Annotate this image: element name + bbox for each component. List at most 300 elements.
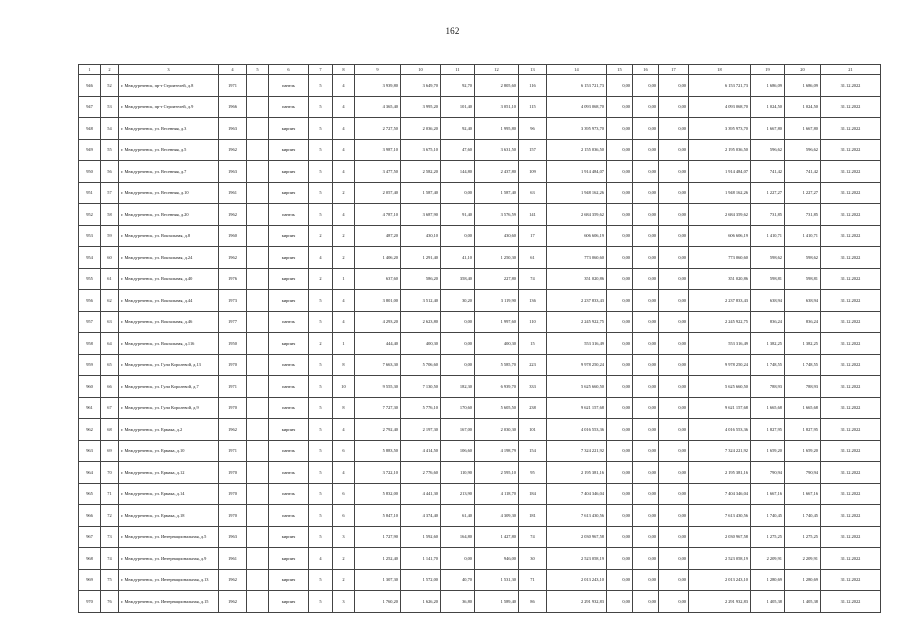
table-cell: 960: [79, 376, 101, 398]
table-cell: 0,00: [607, 225, 633, 247]
table-cell: 741,42: [751, 161, 785, 183]
table-cell: 110,90: [441, 462, 475, 484]
table-cell: г. Междуреченск, ул. Гули Королевой, д.7: [119, 376, 219, 398]
table-cell: 0,00: [633, 354, 659, 376]
table-cell: 61: [519, 247, 547, 269]
table-cell: 3: [333, 526, 355, 548]
table-cell: 101: [519, 419, 547, 441]
table-cell: 76: [101, 591, 119, 613]
table-cell: 788,93: [785, 376, 821, 398]
table-cell: 0,00: [659, 268, 689, 290]
table-cell: 0,00: [607, 462, 633, 484]
table-cell: 2: [333, 569, 355, 591]
table-cell: 741,42: [785, 161, 821, 183]
column-header: 7: [309, 65, 333, 75]
table-cell: 59: [101, 225, 119, 247]
table-cell: 109: [519, 161, 547, 183]
table-cell: 1 405,38: [785, 591, 821, 613]
table-cell: 54: [101, 118, 119, 140]
table-cell: 63: [519, 182, 547, 204]
table-cell: 5: [309, 397, 333, 419]
table-cell: 4 293,20: [355, 311, 401, 333]
table-cell: 41,10: [441, 247, 475, 269]
table-cell: 0,00: [633, 333, 659, 355]
table-cell: 1 748,55: [751, 354, 785, 376]
table-cell: 0,00: [607, 569, 633, 591]
table-cell: 3 987,10: [355, 139, 401, 161]
table-cell: г. Междуреченск, ул. Весенняя, д.5: [119, 139, 219, 161]
table-cell: 4 414,50: [401, 440, 441, 462]
table-cell: 0,00: [607, 161, 633, 183]
table-cell: [247, 96, 269, 118]
table-cell: 5: [309, 161, 333, 183]
table-cell: панель: [269, 505, 309, 527]
table-cell: [247, 161, 269, 183]
table-cell: 2 792,40: [355, 419, 401, 441]
table-cell: г. Междуреченск, ул. Интернациональная, д.13: [119, 569, 219, 591]
table-row: [79, 311, 881, 333]
table-cell: [247, 376, 269, 398]
table-cell: 1 024,50: [751, 96, 785, 118]
table-cell: 0,00: [659, 376, 689, 398]
table-cell: [247, 225, 269, 247]
table-cell: 0,00: [633, 419, 659, 441]
table-cell: 227,80: [475, 268, 519, 290]
table-cell: 2 523 058,19: [689, 548, 751, 570]
table-cell: 8: [333, 354, 355, 376]
table-cell: 31.12.2022: [821, 290, 881, 312]
table-cell: 4: [333, 462, 355, 484]
table-cell: 60: [101, 247, 119, 269]
table-cell: 92,40: [441, 118, 475, 140]
table-cell: 956: [79, 290, 101, 312]
table-cell: 430,10: [401, 225, 441, 247]
table-cell: 1 250,30: [475, 247, 519, 269]
column-header: 12: [475, 65, 519, 75]
table-cell: 0,00: [441, 225, 475, 247]
table-cell: 30: [519, 548, 547, 570]
table-cell: 5: [309, 204, 333, 226]
table-row: [79, 548, 881, 570]
table-cell: 1970: [219, 483, 247, 505]
table-cell: 3 576,59: [475, 204, 519, 226]
table-cell: панель: [269, 204, 309, 226]
table-cell: 0,00: [633, 376, 659, 398]
table-cell: 1 275,25: [751, 526, 785, 548]
table-cell: панель: [269, 440, 309, 462]
table-cell: 5 585,70: [475, 354, 519, 376]
table-cell: 31.12.2022: [821, 96, 881, 118]
table-cell: 1 024,50: [785, 96, 821, 118]
table-cell: 0,00: [633, 505, 659, 527]
table-cell: 0,00: [633, 139, 659, 161]
table-cell: 2 013 243,10: [689, 569, 751, 591]
table-row: [79, 139, 881, 161]
table-cell: 400,30: [401, 333, 441, 355]
table-cell: 101,40: [441, 96, 475, 118]
table-cell: 2 209,91: [785, 548, 821, 570]
table-cell: 2: [333, 548, 355, 570]
table-cell: 2 623,80: [401, 311, 441, 333]
table-row: [79, 505, 881, 527]
table-cell: 3 675,10: [401, 139, 441, 161]
table-cell: 1 280,69: [751, 569, 785, 591]
column-header: 11: [441, 65, 475, 75]
column-header: 15: [607, 65, 633, 75]
table-row: [79, 247, 881, 269]
table-cell: 144,80: [441, 161, 475, 183]
table-cell: 0,00: [659, 462, 689, 484]
table-cell: 17: [519, 225, 547, 247]
table-cell: 1962: [219, 569, 247, 591]
table-cell: 5 625 660,50: [689, 376, 751, 398]
table-cell: 3 051,10: [475, 96, 519, 118]
table-cell: 91,40: [441, 204, 475, 226]
table-cell: 2 209,91: [751, 548, 785, 570]
table-cell: 1 827,95: [751, 419, 785, 441]
table-cell: 36,80: [441, 591, 475, 613]
table-cell: 351 020,86: [689, 268, 751, 290]
table-cell: 5 832,00: [355, 483, 401, 505]
table-cell: 238: [519, 397, 547, 419]
table-row: [79, 268, 881, 290]
table-cell: 56: [101, 161, 119, 183]
table-cell: 836,24: [751, 311, 785, 333]
table-cell: [247, 204, 269, 226]
table-cell: 1 665,68: [751, 397, 785, 419]
table-cell: г. Междуреченск, ул. Гули Королевой, д.13: [119, 354, 219, 376]
table-cell: 4 016 553,36: [689, 419, 751, 441]
table-cell: 0,00: [441, 311, 475, 333]
table-cell: 1962: [219, 591, 247, 613]
table-cell: 70: [101, 462, 119, 484]
table-cell: 1 667,16: [751, 483, 785, 505]
table-cell: 7 727,30: [355, 397, 401, 419]
table-cell: 4 016 553,36: [547, 419, 607, 441]
table-cell: 3 631,50: [475, 139, 519, 161]
table-cell: 2: [333, 247, 355, 269]
table-cell: 948: [79, 118, 101, 140]
table-cell: 0,00: [607, 268, 633, 290]
table-cell: 181: [519, 505, 547, 527]
table-cell: 31.12.2022: [821, 505, 881, 527]
table-cell: кирпич: [269, 225, 309, 247]
table-cell: 5: [309, 591, 333, 613]
table-cell: г. Междуреченск, пр-т Строителей, д.8: [119, 75, 219, 97]
table-cell: 67: [101, 397, 119, 419]
table-cell: 2: [309, 268, 333, 290]
table-cell: 1 686,09: [751, 75, 785, 97]
table-cell: 31.12.2022: [821, 75, 881, 97]
column-header: 2: [101, 65, 119, 75]
table-cell: 5: [309, 182, 333, 204]
table-cell: 2 523 058,19: [547, 548, 607, 570]
column-header: 3: [119, 65, 219, 75]
column-header: 14: [547, 65, 607, 75]
table-cell: [247, 483, 269, 505]
table-cell: панель: [269, 75, 309, 97]
table-cell: 790,94: [785, 462, 821, 484]
table-cell: 0,00: [659, 118, 689, 140]
table-row: [79, 225, 881, 247]
table-cell: 1: [333, 333, 355, 355]
table-cell: [247, 569, 269, 591]
table-cell: 3 649,70: [401, 75, 441, 97]
table-cell: г. Междуреченск, ул. Ермака, д.2: [119, 419, 219, 441]
table-cell: 1977: [219, 311, 247, 333]
table-cell: 110: [519, 311, 547, 333]
table-cell: 5: [309, 139, 333, 161]
column-header: 17: [659, 65, 689, 75]
table-cell: 69: [101, 440, 119, 462]
table-cell: 184: [519, 483, 547, 505]
table-cell: 2 155 036,50: [547, 139, 607, 161]
table-cell: г. Междуреченск, ул. Интернациональная, д.9: [119, 548, 219, 570]
table-cell: 1 659,20: [751, 440, 785, 462]
table-cell: 1 592,60: [401, 526, 441, 548]
table-cell: 946: [79, 75, 101, 97]
table-row: [79, 376, 881, 398]
table-cell: 0,00: [633, 290, 659, 312]
table-cell: 1 410,71: [785, 225, 821, 247]
column-header: 9: [355, 65, 401, 75]
column-header: 6: [269, 65, 309, 75]
table-cell: 4: [333, 75, 355, 97]
column-header: 10: [401, 65, 441, 75]
table-cell: 1961: [219, 182, 247, 204]
table-cell: 2: [309, 333, 333, 355]
table-cell: 959: [79, 354, 101, 376]
table-cell: 0,00: [633, 161, 659, 183]
table-cell: 4 309,30: [475, 505, 519, 527]
table-cell: 1962: [219, 204, 247, 226]
table-cell: панель: [269, 311, 309, 333]
table-cell: 0,00: [441, 354, 475, 376]
table-cell: 958: [79, 333, 101, 355]
table-cell: панель: [269, 397, 309, 419]
table-row: [79, 161, 881, 183]
table-cell: 1 227,27: [785, 182, 821, 204]
table-cell: 0,00: [659, 311, 689, 333]
table-cell: 6: [333, 483, 355, 505]
table-cell: 6: [333, 440, 355, 462]
table-cell: 5 625 660,50: [547, 376, 607, 398]
table-cell: панель: [269, 96, 309, 118]
table-cell: 6 939,70: [475, 376, 519, 398]
table-cell: 31.12.2022: [821, 397, 881, 419]
table-cell: 0,00: [607, 505, 633, 527]
table-cell: 31.12.2022: [821, 161, 881, 183]
table-cell: 66: [101, 376, 119, 398]
table-cell: 2 030,30: [475, 419, 519, 441]
table-cell: 5: [309, 311, 333, 333]
table-cell: панель: [269, 462, 309, 484]
table-cell: 1962: [219, 139, 247, 161]
table-cell: 116: [519, 75, 547, 97]
table-cell: 0,00: [633, 75, 659, 97]
table-cell: 4: [333, 96, 355, 118]
table-cell: 3 687,90: [401, 204, 441, 226]
table-cell: 3 477,50: [355, 161, 401, 183]
table-cell: 1971: [219, 376, 247, 398]
table-cell: 1 406,20: [355, 247, 401, 269]
table-row: [79, 354, 881, 376]
table-cell: 57: [101, 182, 119, 204]
table-cell: [247, 397, 269, 419]
table-cell: 1971: [219, 440, 247, 462]
table-cell: 968: [79, 548, 101, 570]
table-cell: 1973: [219, 290, 247, 312]
table-cell: [247, 75, 269, 97]
table-cell: г. Междуреченск, ул. Вокзальная, д.8: [119, 225, 219, 247]
table-cell: 2: [333, 182, 355, 204]
table-row: [79, 569, 881, 591]
table-cell: 73: [101, 526, 119, 548]
table-cell: кирпич: [269, 548, 309, 570]
table-cell: 0,00: [633, 462, 659, 484]
table-cell: 1961: [219, 548, 247, 570]
table-cell: 0,00: [607, 376, 633, 398]
table-cell: 553 316,49: [689, 333, 751, 355]
column-header: 20: [785, 65, 821, 75]
table-row: [79, 397, 881, 419]
table-cell: 0,00: [441, 548, 475, 570]
table-cell: 4 441,30: [401, 483, 441, 505]
table-cell: [247, 548, 269, 570]
table-cell: 31.12.2022: [821, 225, 881, 247]
table-cell: 0,00: [633, 483, 659, 505]
table-cell: 1: [333, 268, 355, 290]
table-cell: 6 153 721,73: [689, 75, 751, 97]
table-cell: кирпич: [269, 268, 309, 290]
table-cell: 963: [79, 440, 101, 462]
table-cell: 96: [519, 118, 547, 140]
table-cell: 1 141,70: [401, 548, 441, 570]
table-cell: 0,00: [659, 96, 689, 118]
table-cell: 5: [309, 569, 333, 591]
table-cell: [247, 247, 269, 269]
table-cell: 0,00: [659, 483, 689, 505]
table-cell: 0,00: [607, 591, 633, 613]
table-cell: [247, 440, 269, 462]
table-cell: 951: [79, 182, 101, 204]
table-cell: 1 589,40: [475, 591, 519, 613]
column-header: 18: [689, 65, 751, 75]
table-cell: 596,62: [785, 139, 821, 161]
table-cell: 5: [309, 354, 333, 376]
table-cell: 64: [101, 333, 119, 355]
table-cell: 0,00: [607, 96, 633, 118]
table-cell: 1 740,45: [751, 505, 785, 527]
table-cell: 3 512,40: [401, 290, 441, 312]
table-cell: 154: [519, 440, 547, 462]
table-cell: 638,94: [751, 290, 785, 312]
table-cell: 5 883,50: [355, 440, 401, 462]
table-cell: 0,00: [659, 505, 689, 527]
table-cell: 31.12.2022: [821, 419, 881, 441]
table-cell: 1 667,80: [751, 118, 785, 140]
table-cell: 0,00: [659, 440, 689, 462]
table-cell: 1 382,25: [785, 333, 821, 355]
table-cell: 61,40: [441, 505, 475, 527]
table-cell: 2 195 381,16: [547, 462, 607, 484]
table-cell: 5: [309, 96, 333, 118]
table-cell: 7 404 346,04: [547, 483, 607, 505]
table-cell: 4 093 068,70: [547, 96, 607, 118]
table-cell: 0,00: [633, 526, 659, 548]
table-cell: 0,00: [633, 591, 659, 613]
table-header-row: [79, 65, 881, 75]
table-cell: [247, 354, 269, 376]
table-cell: 31.12.2022: [821, 204, 881, 226]
table-cell: 965: [79, 483, 101, 505]
table-cell: 7 613 430,56: [547, 505, 607, 527]
table-cell: 0,00: [659, 204, 689, 226]
table-cell: 182,30: [441, 376, 475, 398]
table-cell: 0,00: [607, 311, 633, 333]
table-cell: 4 374,40: [401, 505, 441, 527]
table-cell: 4: [333, 161, 355, 183]
table-cell: 31.12.2022: [821, 182, 881, 204]
table-cell: 0,00: [441, 182, 475, 204]
table-cell: 487,20: [355, 225, 401, 247]
table-cell: г. Междуреченск, ул. Ермака, д.12: [119, 462, 219, 484]
table-cell: 0,00: [607, 290, 633, 312]
table-cell: 115: [519, 96, 547, 118]
table-cell: 9 978 250,24: [547, 354, 607, 376]
table-cell: 333: [519, 376, 547, 398]
table-cell: г. Междуреченск, ул. Весенняя, д.10: [119, 182, 219, 204]
table-cell: 1 827,95: [785, 419, 821, 441]
table-cell: 1 760,20: [355, 591, 401, 613]
table-cell: 5: [309, 419, 333, 441]
table-cell: 598,62: [785, 247, 821, 269]
table-cell: 167,00: [441, 419, 475, 441]
table-cell: 47,60: [441, 139, 475, 161]
table-cell: 31.12.2022: [821, 118, 881, 140]
table-cell: 0,00: [659, 569, 689, 591]
table-cell: 1 227,27: [751, 182, 785, 204]
table-cell: 947: [79, 96, 101, 118]
table-cell: 1 665,68: [785, 397, 821, 419]
housing-register-table: [78, 64, 881, 613]
table-row: [79, 526, 881, 548]
table-cell: 0,00: [659, 526, 689, 548]
table-cell: 9 555,30: [355, 376, 401, 398]
table-cell: 2 727,50: [355, 118, 401, 140]
table-cell: 4 093 068,70: [689, 96, 751, 118]
table-body: [79, 65, 881, 613]
table-row: [79, 483, 881, 505]
table-cell: 967: [79, 526, 101, 548]
table-row: [79, 440, 881, 462]
table-cell: 731,85: [751, 204, 785, 226]
table-cell: 7 404 346,04: [689, 483, 751, 505]
table-cell: 30,20: [441, 290, 475, 312]
table-cell: 4 118,70: [475, 483, 519, 505]
table-cell: 2 291 932,83: [547, 591, 607, 613]
table-cell: 3 119,90: [475, 290, 519, 312]
table-cell: 1 572,00: [401, 569, 441, 591]
table-cell: кирпич: [269, 333, 309, 355]
table-cell: 4: [309, 548, 333, 570]
table-cell: 0,00: [607, 483, 633, 505]
table-cell: 15: [519, 333, 547, 355]
table-cell: г. Междуреченск, ул. Ермака, д.14: [119, 483, 219, 505]
table-cell: 2 036,20: [401, 118, 441, 140]
table-cell: кирпич: [269, 419, 309, 441]
table-cell: 6 153 721,73: [547, 75, 607, 97]
